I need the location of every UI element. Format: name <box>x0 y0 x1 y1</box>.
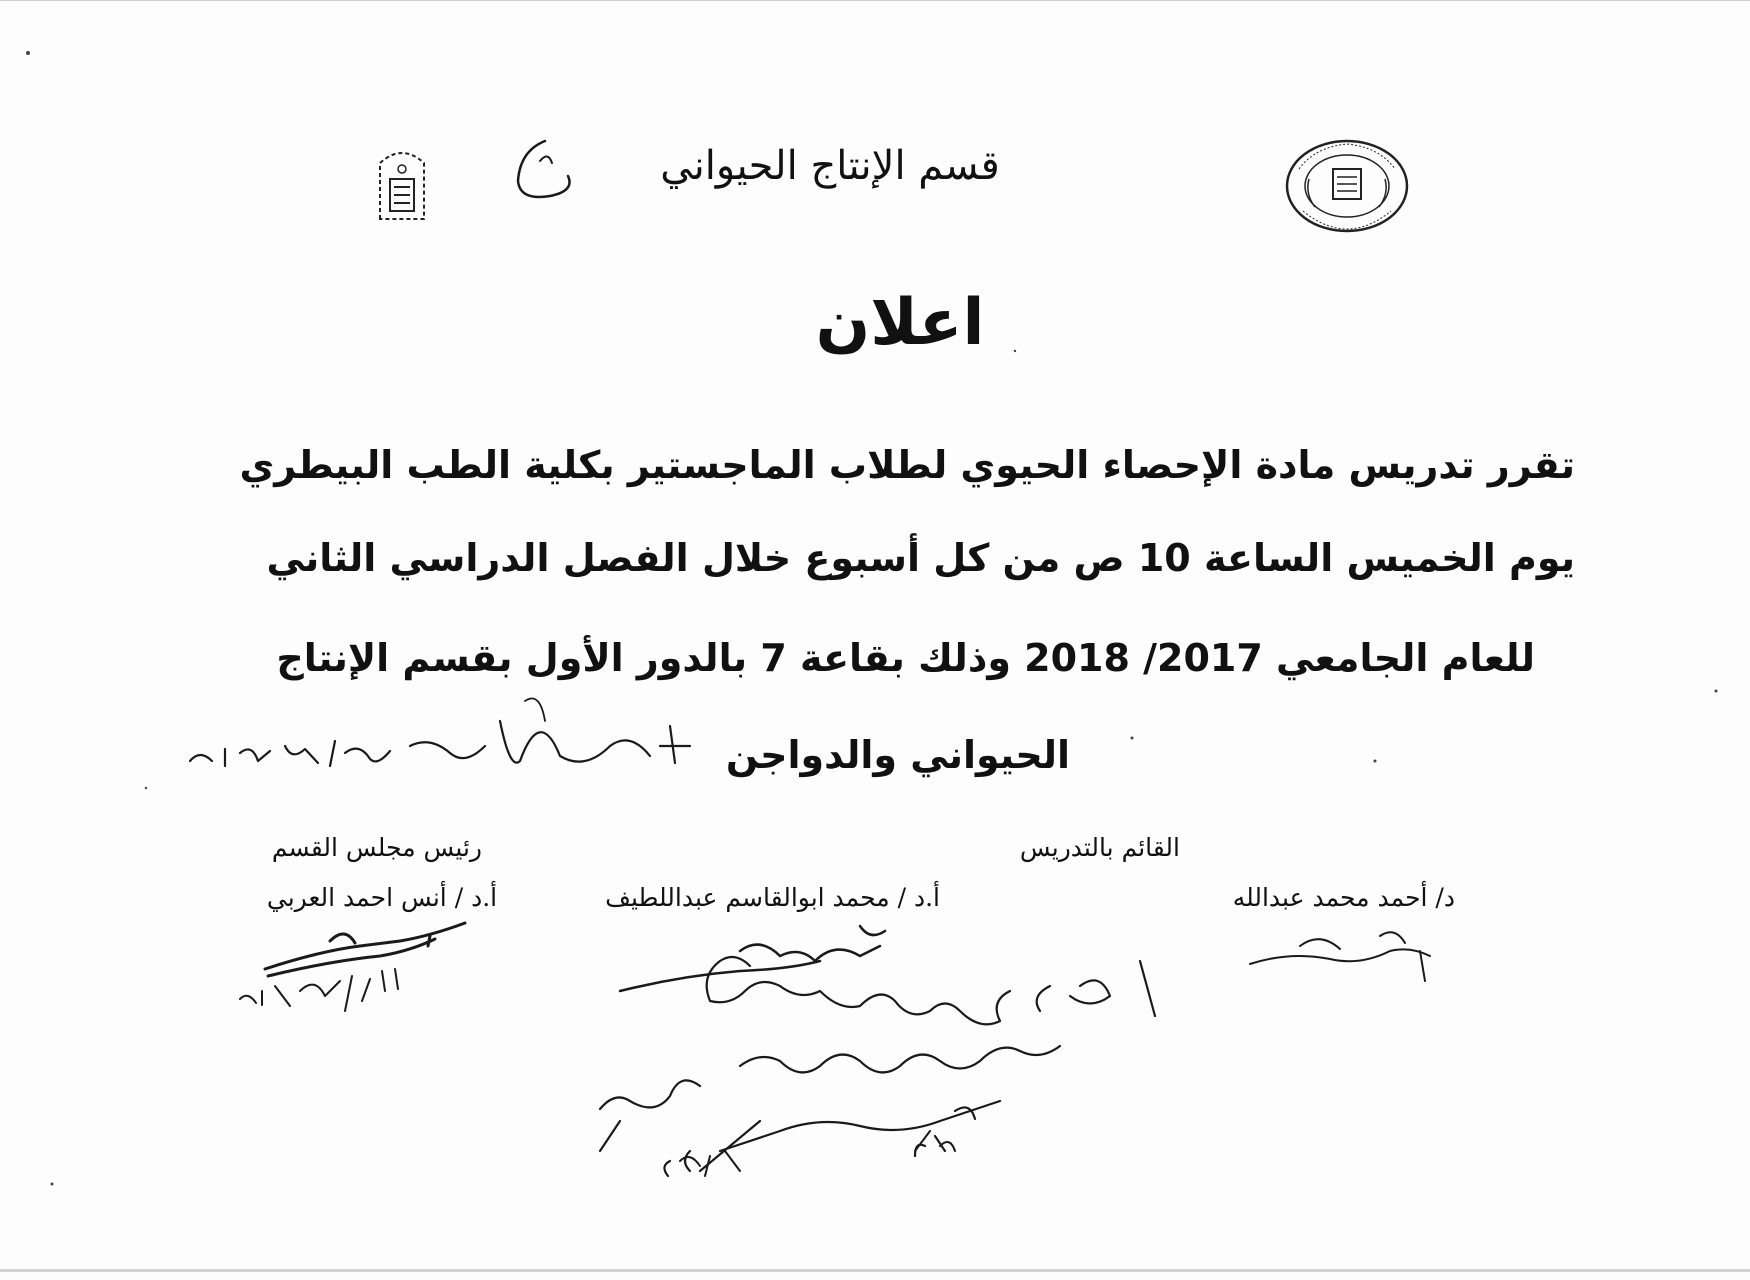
header-initial-mark <box>518 141 570 197</box>
professor-signature <box>620 926 885 991</box>
announcement-line-1: تقرر تدريس مادة الإحصاء الحيوي لطلاب الماجستير بكلية الطب البيطري <box>239 443 1575 487</box>
announcement-line-3: للعام الجامعي 2017/ 2018 وذلك بقاعة 7 بالدور الأول بقسم الإنتاج <box>276 636 1535 680</box>
department-head-date-handwriting <box>240 969 398 1011</box>
lecturer-signature <box>1250 932 1430 981</box>
teaching-role: القائم بالتدريس <box>1019 833 1180 862</box>
department-title: قسم الإنتاج الحيواني <box>660 143 1000 189</box>
announcement-line-4: الحيواني والدواجن <box>725 733 1070 777</box>
department-head-signature <box>265 923 465 976</box>
department-council-head-role: رئيس مجلس القسم <box>271 833 482 862</box>
professor-name: أ.د / محمد ابوالقاسم عبداللطيف <box>605 883 940 912</box>
announcement-line-2: يوم الخميس الساعة 10 ص من كل أسبوع خلال الفصل الدراسي الثاني <box>266 536 1575 580</box>
assiut-university-logo <box>372 141 432 221</box>
department-head-name: أ.د / أنس احمد العربي <box>266 883 498 912</box>
announcement-heading: اعلان <box>815 286 985 360</box>
faculty-of-agriculture-seal <box>1285 139 1410 234</box>
instruction-date-handwriting <box>680 1131 955 1176</box>
lecturer-name: د/ أحمد محمد عبدالله <box>1232 883 1455 912</box>
instruction-note-handwriting <box>600 957 1155 1176</box>
scan-edge <box>0 1269 1750 1272</box>
